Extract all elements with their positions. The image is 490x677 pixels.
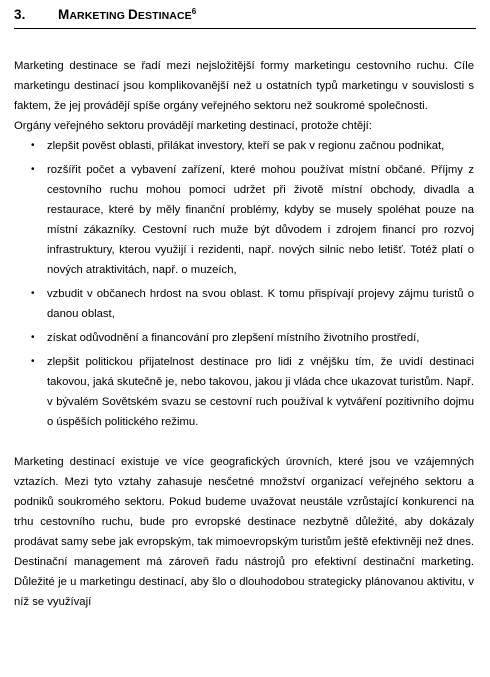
bullet-icon: • bbox=[31, 332, 35, 343]
bullet-icon: • bbox=[31, 140, 35, 151]
list-item bbox=[14, 136, 474, 156]
list-item-text: rozšířit počet a vybavení zařízení, které mohou používat místní občané. Příjmy z cestovního ruchu mohou pomoci udržet při životě místní obchody, divadla a restaurace, které by měly finanční problémy, kdyby se musely spoléhat pouze na místní zákazníky. Cestovní ruch muže být důvodem i zdrojem financí pro rozvoj infrastruktury, kterou využijí i rezidenti, např. nových silnic nebo letišť. Totéž platí o nových atraktivitách, např. o muzeích, bbox=[47, 164, 474, 276]
title-part-1: ARKETING bbox=[69, 10, 129, 22]
heading-rule bbox=[14, 28, 476, 29]
list-item-text: vzbudit v občanech hrdost na svou oblast. K tomu přispívají projevy zájmu turistů o danou oblast, bbox=[47, 288, 474, 320]
paragraph-list-lead: Orgány veřejného sektoru provádějí marketing destinací, protože chtějí: bbox=[14, 120, 372, 132]
section-number: 3. bbox=[14, 7, 26, 22]
paragraph-geography: Marketing destinací existuje ve více geografických úrovních, které jsou ve vzájemných vztazích. Mezi tyto vztahy zahasuje nesčetné množství organizací veřejného sektoru a podniků soukromého sektoru. Pokud budeme uvažovat neustále vzrůstající konkurenci na trhu cestovního ruchu, bude pro evropské destinace nezbytně důležité, aby dokázaly prodávat samy sebe jak evropským, tak mimoevropským turistům ještě efektivněji než dnes. Destinační management má zároveň řadu nástrojů pro efektivní destinační marketing. Důležité je u marketingu destinací, aby šlo o dlouhodobou strategicky plánovanou aktivitu, v níž se využívají bbox=[14, 456, 474, 608]
title-initial-d: D bbox=[128, 7, 138, 22]
bullet-icon: • bbox=[31, 164, 35, 175]
list-item bbox=[14, 352, 474, 432]
title-part-2: ESTINACE bbox=[137, 10, 192, 22]
list-item-text: zlepšit pověst oblasti, přilákat investory, kteří se pak v regionu začnou podnikat, bbox=[47, 140, 445, 152]
bullet-icon: • bbox=[31, 288, 35, 299]
section-heading bbox=[14, 7, 196, 22]
title-initial-m: M bbox=[58, 7, 70, 22]
list-item bbox=[14, 160, 474, 280]
paragraph-gap bbox=[14, 436, 474, 452]
list-item bbox=[14, 328, 474, 348]
list-item bbox=[14, 284, 474, 324]
paragraph-intro: Marketing destinace se řadí mezi nejsložitější formy marketingu cestovního ruchu. Cíle marketingu destinací jsou komplikovanější než u ostatních typů marketingu v souvislosti s faktem, že jej provádějí spíše orgány veřejného sektoru než soukromé společnosti. bbox=[14, 60, 474, 112]
reasons-list bbox=[14, 136, 474, 432]
list-item-text: zlepšit politickou přijatelnost destinace pro lidi z vnějšku tím, že uvidí destinaci takovou, jaká skutečně je, nebo takovou, jakou ji vláda chce ukazovat turistům. Např. v bývalém Sovětském svazu se cestovní ruch používal k vytváření pozitivního dojmu o úspěších politického režimu. bbox=[47, 356, 474, 428]
bullet-icon: • bbox=[31, 356, 35, 367]
footnote-marker: 6 bbox=[191, 7, 197, 16]
body-text bbox=[14, 56, 474, 612]
list-item-text: získat odůvodnění a financování pro zlepšení místního životního prostředí, bbox=[47, 332, 420, 344]
